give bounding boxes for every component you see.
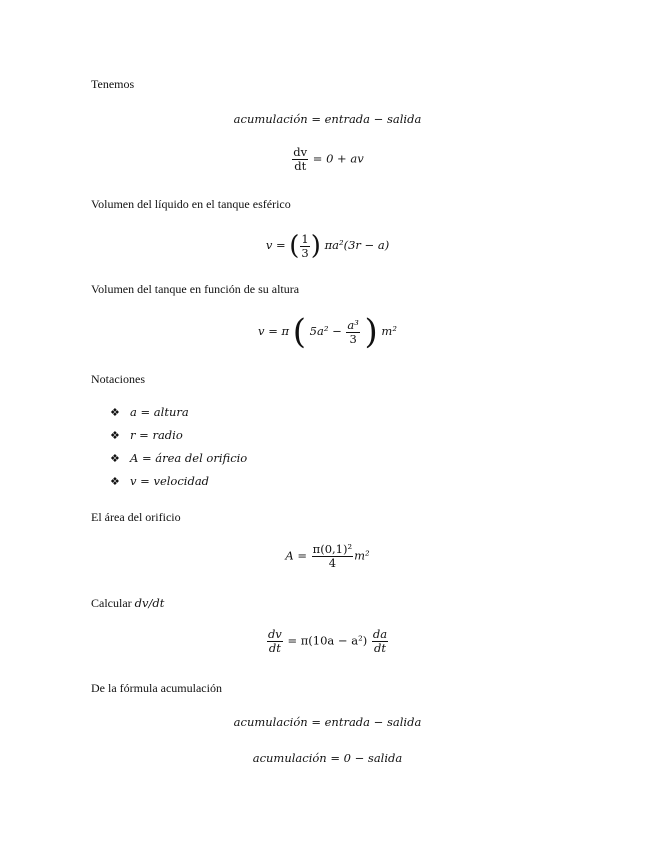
notation-velocidad: v = velocidad bbox=[130, 474, 210, 488]
equation-lhs: A = bbox=[285, 548, 307, 563]
left-paren: ( bbox=[289, 231, 300, 261]
left-paren: ( bbox=[292, 312, 306, 352]
equation-dv-dt bbox=[0, 146, 655, 173]
fraction-denominator: 4 bbox=[328, 556, 337, 570]
equation-orifice-area bbox=[0, 543, 655, 570]
equation-volume-liquid bbox=[0, 231, 655, 261]
equation-middle: = π(10a − a²) bbox=[287, 633, 368, 648]
fraction-orifice-area bbox=[312, 543, 353, 570]
fraction-a-cubed-over-3 bbox=[346, 319, 359, 346]
paragraph-formula-acumulacion: De la fórmula acumulación bbox=[91, 681, 222, 695]
equation-middle: 5a² − bbox=[309, 324, 342, 338]
right-paren: ) bbox=[310, 231, 321, 261]
equation-volume-tank bbox=[0, 312, 655, 352]
paragraph-calcular-text: Calcular bbox=[91, 596, 132, 610]
equation-unit: m² bbox=[354, 548, 370, 563]
fraction-numerator: dv bbox=[293, 145, 308, 159]
equation-lhs: v = π bbox=[258, 324, 290, 338]
paragraph-tenemos: Tenemos bbox=[91, 77, 135, 91]
notation-altura: a = altura bbox=[130, 405, 189, 419]
paragraph-calcular bbox=[91, 596, 164, 610]
equation-accumulation-repeat: acumulación = entrada − salida bbox=[233, 715, 422, 729]
fraction-numerator: π(0,1)² bbox=[312, 542, 353, 556]
fraction-denominator: 3 bbox=[301, 245, 309, 260]
right-paren: ) bbox=[364, 312, 378, 352]
fraction-denominator: dt bbox=[268, 641, 281, 655]
paragraph-calcular-math: dv/dt bbox=[134, 596, 165, 610]
fraction-numerator: a³ bbox=[347, 317, 359, 332]
paragraph-notaciones: Notaciones bbox=[91, 372, 145, 386]
fraction-denominator: dt bbox=[373, 641, 386, 655]
equation-unit: m² bbox=[381, 324, 397, 338]
fraction-denominator: dt bbox=[294, 159, 307, 173]
equation-accumulation: acumulación = entrada − salida bbox=[233, 112, 422, 126]
paragraph-area-orificio: El área del orificio bbox=[91, 510, 181, 524]
fraction-numerator: da bbox=[372, 627, 388, 641]
fraction-numerator: dv bbox=[267, 627, 282, 641]
fraction-dv-dt bbox=[267, 628, 283, 655]
diamond-bullet-icon: ❖ bbox=[110, 429, 120, 442]
fraction-one-third bbox=[300, 233, 309, 260]
diamond-bullet-icon: ❖ bbox=[110, 475, 120, 488]
diamond-bullet-icon: ❖ bbox=[110, 452, 120, 465]
fraction-da-dt bbox=[372, 628, 388, 655]
diamond-bullet-icon: ❖ bbox=[110, 406, 120, 419]
equation-dv-dt-expanded bbox=[0, 628, 655, 655]
fraction-numerator: 1 bbox=[301, 231, 309, 246]
paragraph-volumen-tanque: Volumen del tanque en función de su altura bbox=[91, 282, 300, 296]
fraction-dv-dt bbox=[292, 146, 308, 173]
paragraph-volumen-liquido: Volumen del líquido en el tanque esférico bbox=[91, 197, 291, 211]
equation-lhs: v = bbox=[265, 238, 286, 252]
equation-accumulation-zero: acumulación = 0 − salida bbox=[252, 751, 403, 765]
equation-rhs: πa²(3r − a) bbox=[324, 238, 390, 252]
notation-radio: r = radio bbox=[130, 428, 183, 442]
equation-rhs: = 0 + av bbox=[312, 151, 364, 166]
notation-area-orificio: A = área del orificio bbox=[130, 451, 248, 465]
fraction-denominator: 3 bbox=[349, 331, 357, 346]
